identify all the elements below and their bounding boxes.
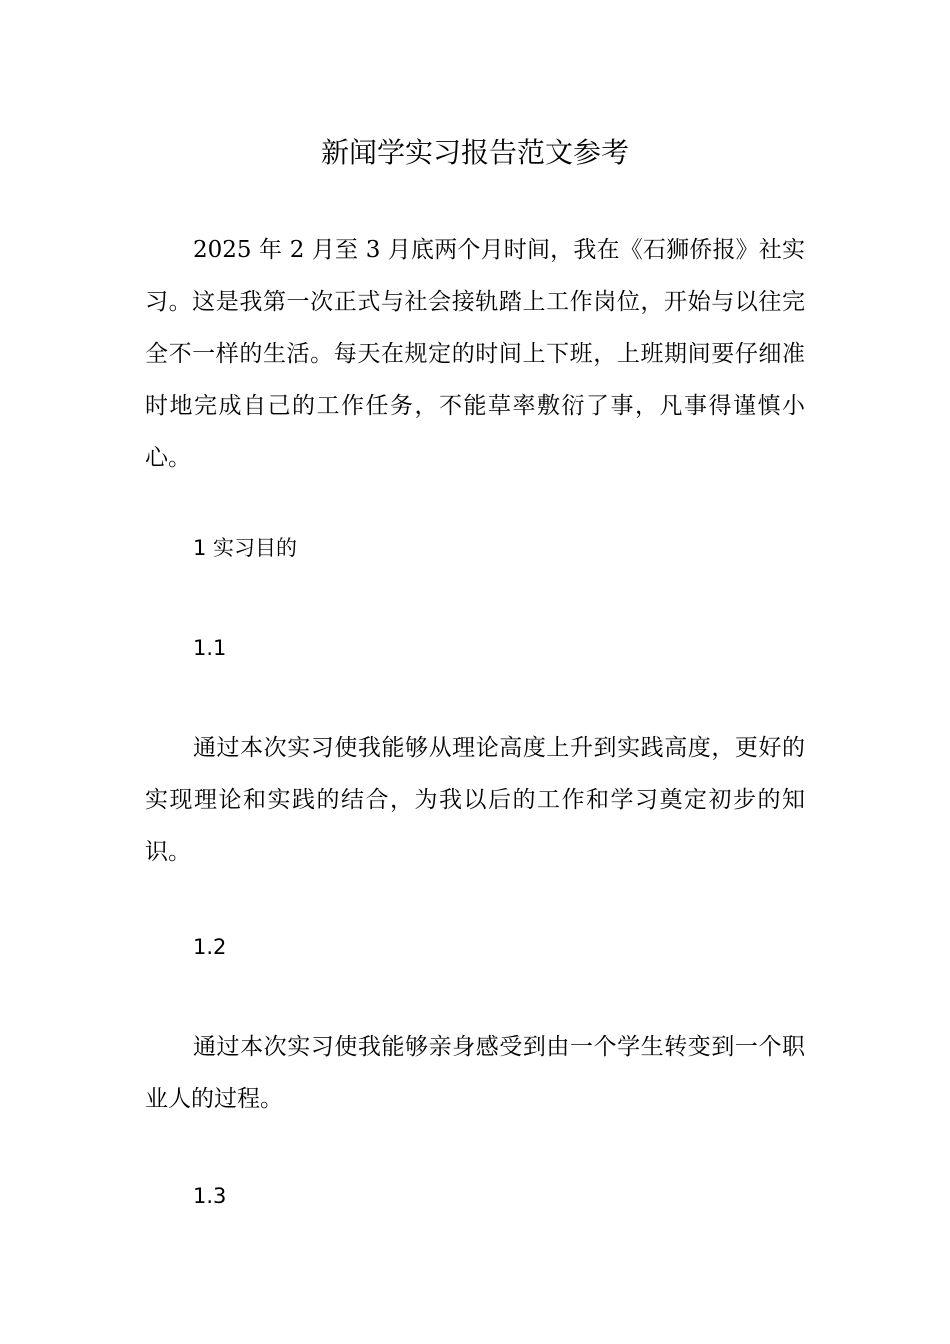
- item-number-1-1: 1.1: [193, 636, 227, 660]
- document-title: 新闻学实习报告范文参考: [320, 136, 629, 169]
- item-paragraph-1-2: 通过本次实习使我能够亲身感受到由一个学生转变到一个职业人的过程。: [145, 1034, 805, 1112]
- item-number-1-2: 1.2: [193, 935, 227, 959]
- section-heading: 1 实习目的: [193, 536, 298, 560]
- item-number-1-3: 1.3: [193, 1184, 227, 1208]
- intro-paragraph: 2025 年 2 月至 3 月底两个月时间，我在《石狮侨报》社实习。这是我第一次正式与社会接轨踏上工作岗位，开始与以往完全不一样的生活。每天在规定的时间上下班，上班期间要仔细准时地完成自己的工作任务，不能草率敷衍了事，凡事得谨慎小心。: [145, 237, 805, 471]
- item-paragraph-1-1: 通过本次实习使我能够从理论高度上升到实践高度，更好的实现理论和实践的结合，为我以后的工作和学习奠定初步的知识。: [145, 735, 805, 865]
